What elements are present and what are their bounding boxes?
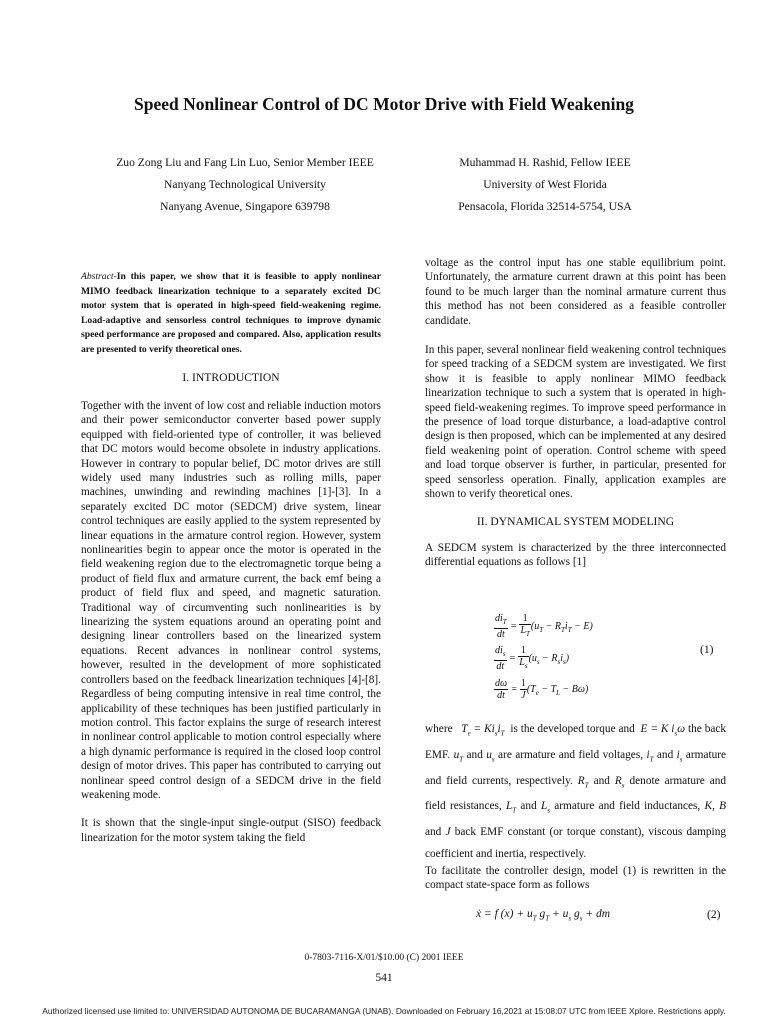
right-paragraph-1: voltage as the control input has one stable equilibrium point. Unfortunately, the armature current drawn at this point has been found to be much larger than the nominal armature current thus this method has not been considered as a feasible controller candidate. xyxy=(425,257,726,327)
abstract xyxy=(81,270,381,358)
equation-1-line-3: $\frac{d\omega}{dt}$ = $\frac{1}{J}$ $(T_e - T_L - B\omega)$ xyxy=(495,678,589,701)
modeling-paragraph-1: A SEDCM system is characterized by the three interconnected differential equations as follows [1] xyxy=(425,541,726,569)
authors-right xyxy=(420,152,670,218)
equation-1-line-1: $\frac{di_T}{dt}$ = $\frac{1}{L_T}$ $(u_T - R_Ti_T - E)$ xyxy=(495,613,593,640)
paper-title: Speed Nonlinear Control of DC Motor Drive with Field Weakening xyxy=(134,94,634,114)
left-column xyxy=(81,270,381,845)
text-and: and xyxy=(656,748,674,761)
modeling-paragraph-2: where $T_e = Ki_si_T$ is the developed torque and E = K $i_s\omega$ the back EMF. $u_T$ and $u_s$ are armature and field voltages, $i_T$ and $i_s$ armature and field currents, respectively. $R_T$ and $R_s$ denote armature and field resistances, $L_T$ and $L_s$ armature and field inductances, K, B and J back EMF constant (or torque constant), viscous damping coefficient and inertia, respectively. xyxy=(425,723,727,860)
text-resistances: denote armature and field resistances, xyxy=(425,774,727,813)
page-number: 541 xyxy=(375,972,393,984)
text-voltages: are armature and field voltages, xyxy=(498,748,644,761)
abstract-body: In this paper, we show that it is feasible to apply nonlinear MIMO feedback linearization technique to a separately excited DC motor system that is operated in high-speed field-weakening regime. Load-adaptive and sensorless control techniques to improve dynamic speed performance are proposed and compared. Also, application results are presented to verify theoretical ones. xyxy=(81,271,381,355)
text-inductances: armature and field inductances, xyxy=(554,800,701,813)
equation-1-line-2: $\frac{di_s}{dt}$ = $\frac{1}{L_s}$ $(u_s - R_si_s)$ xyxy=(495,645,570,672)
equation-2: ẋ = f $(x) + u_T$ $g_T + u_s$ $g_s$ + dm xyxy=(476,908,611,923)
right-column xyxy=(425,256,726,570)
text-and: and xyxy=(593,774,610,787)
intro-paragraph-1: Together with the invent of low cost and reliable induction motors and their power semiconductor converter based power supply equipped with field-oriented type of controller, it was believed that DC motors would become obsolete in industry applications. However in contrary to popular belief, DC motor drives are still widely used many industries such as rolling mills, paper machines, unwinding and rewinding machines [1]-[3]. In a separately excited DC motor (SEDCM) drive system, linear control techniques are easily applied to the system represented by linear equations in the armature control region. However, system nonlinearities begin to appear once the motor is operated in the field weakening region due to the electromagnetic torque being a product of field flux and armature current, the back emf being a product of field flux and speed, and magnetic saturation. Traditional way of circumventing such nonlinearities is by linearizing the system equations around an operating point and designing linear controllers based on the linearized system equations. Recent advances in nonlinear control systems, however, resulted in the development of more sophisticated controllers based on the feedback linearization techniques [4]-[8]. Regardless of being computing intensive in real time control, the applicability of these techniques has been justified particularly in motion control. This factor explains the surge of research interest in nonlinear control applicable to motion control especially where a high dynamic performance is required in the closed loop control design of motor drives. This paper has contributed to carrying out nonlinear speed control design of a SEDCM drive in the field weakening mode. xyxy=(81,399,381,801)
author-affiliation: University of West Florida xyxy=(483,178,607,191)
author-names: Muhammad H. Rashid, Fellow IEEE xyxy=(459,156,631,169)
abstract-lead: Abstract- xyxy=(81,271,117,282)
author-address: Nanyang Avenue, Singapore 639798 xyxy=(160,200,330,213)
equation-1-number: (1) xyxy=(700,643,714,656)
license-note: Authorized licensed use limited to: UNIVERSIDAD AUTONOMA DE BUCARAMANGA (UNAB). Downloaded on February 16,2021 at 15:08:07 UTC from IEEE Xplore. Restrictions apply. xyxy=(42,1006,726,1016)
modeling-paragraph-3: To facilitate the controller design, model (1) is rewritten in the compact state-space form as follows xyxy=(425,865,726,892)
author-address: Pensacola, Florida 32514-5754, USA xyxy=(458,200,632,213)
text-and: and xyxy=(425,826,442,838)
text-and: and xyxy=(466,748,483,761)
author-names: Zuo Zong Liu and Fang Lin Luo, Senior Member IEEE xyxy=(116,156,374,169)
equation-2-number: (2) xyxy=(707,908,721,921)
text-torque: is the developed torque and xyxy=(510,723,635,735)
author-affiliation: Nanyang Technological University xyxy=(164,178,326,191)
authors-left xyxy=(90,152,400,218)
section-heading-modeling: II. DYNAMICAL SYSTEM MODELING xyxy=(476,514,675,528)
intro-paragraph-2: It is shown that the single-input single-output (SISO) feedback linearization for the motor system taking the field xyxy=(81,817,381,844)
text-constants: back EMF constant (or torque constant), viscous damping coefficient and inertia, respectively. xyxy=(425,826,726,860)
copyright-line: 0-7803-7116-X/01/$10.00 (C) 2001 IEEE xyxy=(304,953,464,963)
text-and: and xyxy=(520,800,537,813)
right-paragraph-2: In this paper, several nonlinear field weakening control techniques for speed tracking of a SEDCM system are investigated. We first show it is feasible to apply nonlinear MIMO feedback linearization technique to such a system that is operated in high-speed field-weakening regimes. To improve speed performance in the presence of load torque disturbance, a load-adaptive control design is then proposed, which can be implemented at any desired field weakening point of operation. Control scheme with speed and load torque observer is further, in particular, presented for speed sensorless operation. Finally, application examples are shown to verify theoretical ones. xyxy=(425,344,726,501)
text-back-emf: the back EMF. xyxy=(425,723,727,761)
text-currents: armature and field currents, respectively. xyxy=(425,748,727,787)
section-heading-introduction: I. INTRODUCTION xyxy=(182,370,280,384)
text-where: where xyxy=(425,723,453,735)
